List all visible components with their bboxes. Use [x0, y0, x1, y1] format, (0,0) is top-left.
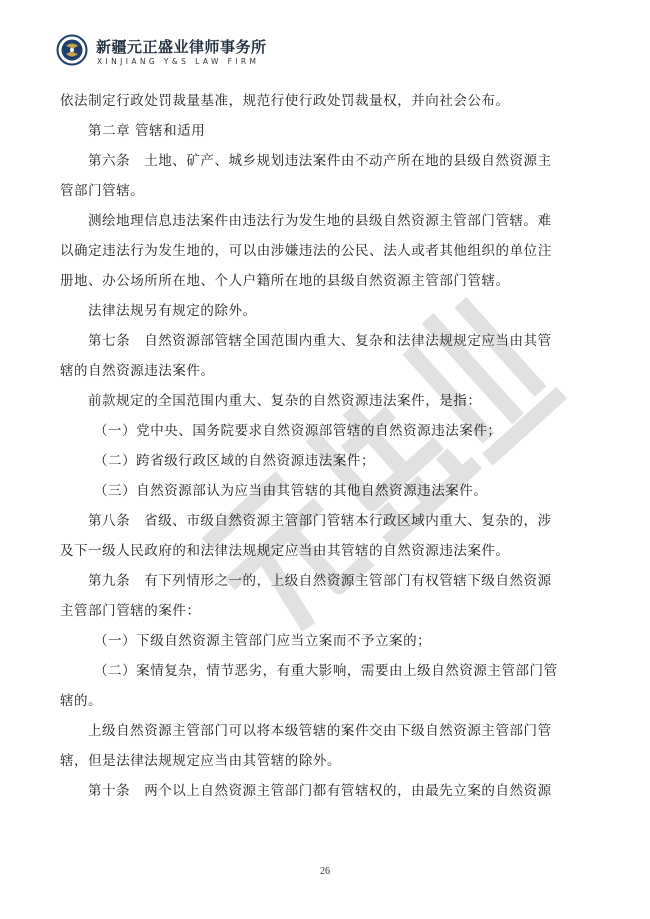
article-6-line: 第六条 土地、矿产、城乡规划违法案件由不动产所在地的县级自然资源主 [88, 153, 552, 169]
paragraph-line: 辖的。 [60, 693, 103, 709]
page-header [56, 32, 596, 72]
paragraph-line: 依法制定行政处罚裁量基准，规范行使行政处罚裁量权，并向社会公布。 [60, 93, 510, 109]
paragraph-line: 及下一级人民政府的和法律法规规定应当由其管辖的自然资源违法案件。 [60, 543, 510, 559]
chapter-heading: 第二章 管辖和适用 [88, 123, 206, 139]
paragraph-line: 辖，但是法律法规规定应当由其管辖的除外。 [60, 753, 341, 769]
list-item: （三）自然资源部认为应当由其管辖的其他自然资源违法案件。 [94, 483, 488, 499]
list-item: （二）案情复杂，情节恶劣，有重大影响，需要由上级自然资源主管部门管 [94, 663, 558, 679]
paragraph-line: 辖的自然资源违法案件。 [60, 363, 215, 379]
paragraph-line: 前款规定的全国范围内重大、复杂的自然资源违法案件，是指： [88, 393, 482, 409]
list-item: （二）跨省级行政区域的自然资源违法案件； [94, 453, 375, 469]
list-item: （一）党中央、国务院要求自然资源部管辖的自然资源违法案件； [94, 423, 502, 439]
document-body [60, 86, 600, 806]
page-number: 26 [320, 866, 330, 877]
list-item: （一）下级自然资源主管部门应当立案而不予立案的； [94, 633, 432, 649]
paragraph-line: 上级自然资源主管部门可以将本级管辖的案件交由下级自然资源主管部门管 [88, 723, 552, 739]
paragraph-line: 测绘地理信息违法案件由违法行为发生地的县级自然资源主管部门管辖。难 [88, 213, 552, 229]
paragraph-line: 册地、办公场所所在地、个人户籍所在地的县级自然资源主管部门管辖。 [60, 273, 510, 289]
article-8-line: 第八条 省级、市级自然资源主管部门管辖本行政区域内重大、复杂的，涉 [88, 513, 552, 529]
firm-name-en: XINJIANG Y&S LAW FIRM [97, 57, 260, 66]
article-10-line: 第十条 两个以上自然资源主管部门都有管辖权的，由最先立案的自然资源 [88, 783, 552, 799]
firm-logo-icon [56, 34, 88, 66]
paragraph-line: 法律法规另有规定的除外。 [88, 303, 257, 319]
article-9-line: 第九条 有下列情形之一的，上级自然资源主管部门有权管辖下级自然资源 [88, 573, 552, 589]
paragraph-line: 管部门管辖。 [60, 183, 145, 199]
firm-name-cn: 新疆元正盛业律师事务所 [96, 38, 267, 56]
paragraph-line: 主管部门管辖的案件： [60, 603, 201, 619]
paragraph-line: 以确定违法行为发生地的，可以由涉嫌违法的公民、法人或者其他组织的单位注 [60, 243, 552, 259]
article-7-line: 第七条 自然资源部管辖全国范围内重大、复杂和法律法规规定应当由其管 [88, 333, 552, 349]
